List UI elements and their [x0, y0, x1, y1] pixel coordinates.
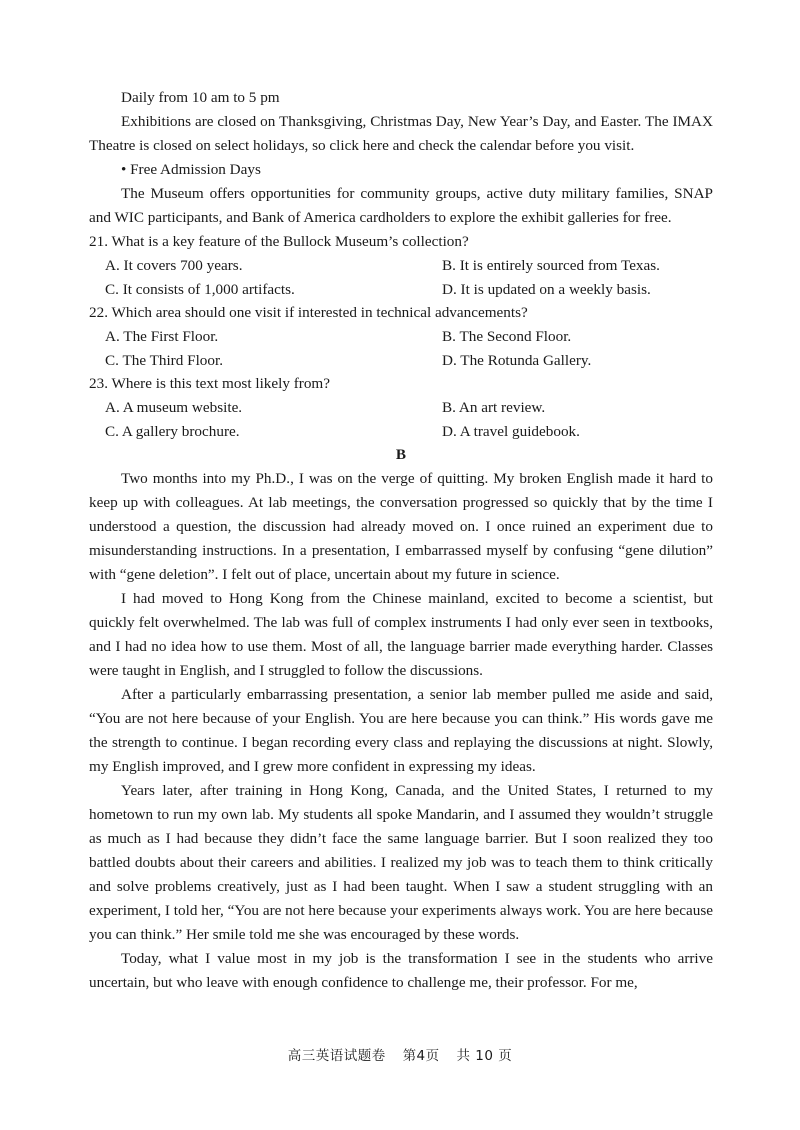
passage-paragraph: I had moved to Hong Kong from the Chinese mainland, excited to become a scientist, but quickly felt overwhelmed. The lab was full of complex instruments I had only ever seen in textbooks, and I had no idea how to use them. Most of all, the language barrier made everything harder. Classes were taught in English, and I struggled to follow the discussions.: [89, 590, 713, 679]
option-23-b: B. An art review.: [442, 399, 546, 416]
option-21-b: B. It is entirely sourced from Texas.: [442, 257, 660, 274]
free-admission-paragraph: The Museum offers opportunities for community groups, active duty military families, SNAP and WIC participants, and Bank of America cardholders to explore the exhibit galleries for free.: [89, 185, 713, 226]
option-22-a: A. The First Floor.: [105, 328, 219, 345]
option-21-d: D. It is updated on a weekly basis.: [442, 280, 651, 298]
section-b-heading: B: [395, 446, 407, 463]
passage-paragraph: After a particularly embarrassing presentation, a senior lab member pulled me aside and said, “You are not here because of your English. You are here because you can think.” His words gave me the strength to continue. I began recording every class and replaying the discussions at night. Slowly, my English improved, and I grew more confident in expressing my ideas.: [89, 686, 713, 775]
closures-paragraph: Exhibitions are closed on Thanksgiving, Christmas Day, New Year’s Day, and Easter. The IMAX Theatre is closed on select holidays, so click here and check the calendar before you visit.: [89, 113, 713, 154]
option-22-c: C. The Third Floor.: [105, 351, 223, 369]
opening-hours: Daily from 10 am to 5 pm: [121, 89, 280, 106]
option-22-b: B. The Second Floor.: [442, 328, 572, 345]
passage-paragraph: Today, what I value most in my job is the transformation I see in the students who arrive uncertain, but who leave with enough confidence to challenge me, their professor. For me,: [89, 950, 713, 991]
free-admission-heading: • Free Admission Days: [121, 161, 261, 178]
page-content: [89, 86, 713, 995]
footer-title: 高三英语试题卷: [287, 1048, 386, 1064]
question-21-options: [89, 254, 713, 301]
footer-total-pages: 共 10 页: [456, 1048, 513, 1064]
question-22-stem: 22. Which area should one visit if interested in technical advancements?: [89, 304, 528, 321]
option-23-d: D. A travel guidebook.: [442, 422, 580, 440]
passage-paragraph: Years later, after training in Hong Kong, Canada, and the United States, I returned to my hometown to run my own lab. My students all spoke Mandarin, and I assumed they wouldn’t struggle as much as I had because they didn’t face the same language barrier. But I soon realized they too battled doubts about their careers and abilities. I realized my job was to teach them to think critically and solve problems creatively, just as I had been taught. When I saw a student struggling with an experiment, I told her, “You are not here because your experiments always work. You are here because you can think.” Her smile told me she was encouraged by these words.: [89, 782, 713, 943]
option-22-d: D. The Rotunda Gallery.: [442, 351, 592, 369]
question-21-stem: 21. What is a key feature of the Bullock Museum’s collection?: [89, 233, 469, 250]
question-23-stem: 23. Where is this text most likely from?: [89, 375, 330, 392]
question-22-options: [89, 325, 713, 372]
page-footer: [0, 1044, 800, 1068]
option-23-a: A. A museum website.: [105, 399, 243, 416]
option-21-a: A. It covers 700 years.: [105, 257, 243, 274]
footer-page-number: 第4页: [402, 1048, 440, 1064]
option-23-c: C. A gallery brochure.: [105, 422, 240, 440]
passage-paragraph: Two months into my Ph.D., I was on the verge of quitting. My broken English made it hard to keep up with colleagues. At lab meetings, the conversation progressed so quickly that by the time I understood a question, the discussion had already moved on. I once ruined an experiment due to misunderstanding instructions. In a presentation, I embarrassed myself by confusing “gene dilution” with “gene deletion”. I felt out of place, uncertain about my future in science.: [89, 470, 713, 583]
option-21-c: C. It consists of 1,000 artifacts.: [105, 280, 295, 298]
question-23-options: [89, 396, 713, 443]
